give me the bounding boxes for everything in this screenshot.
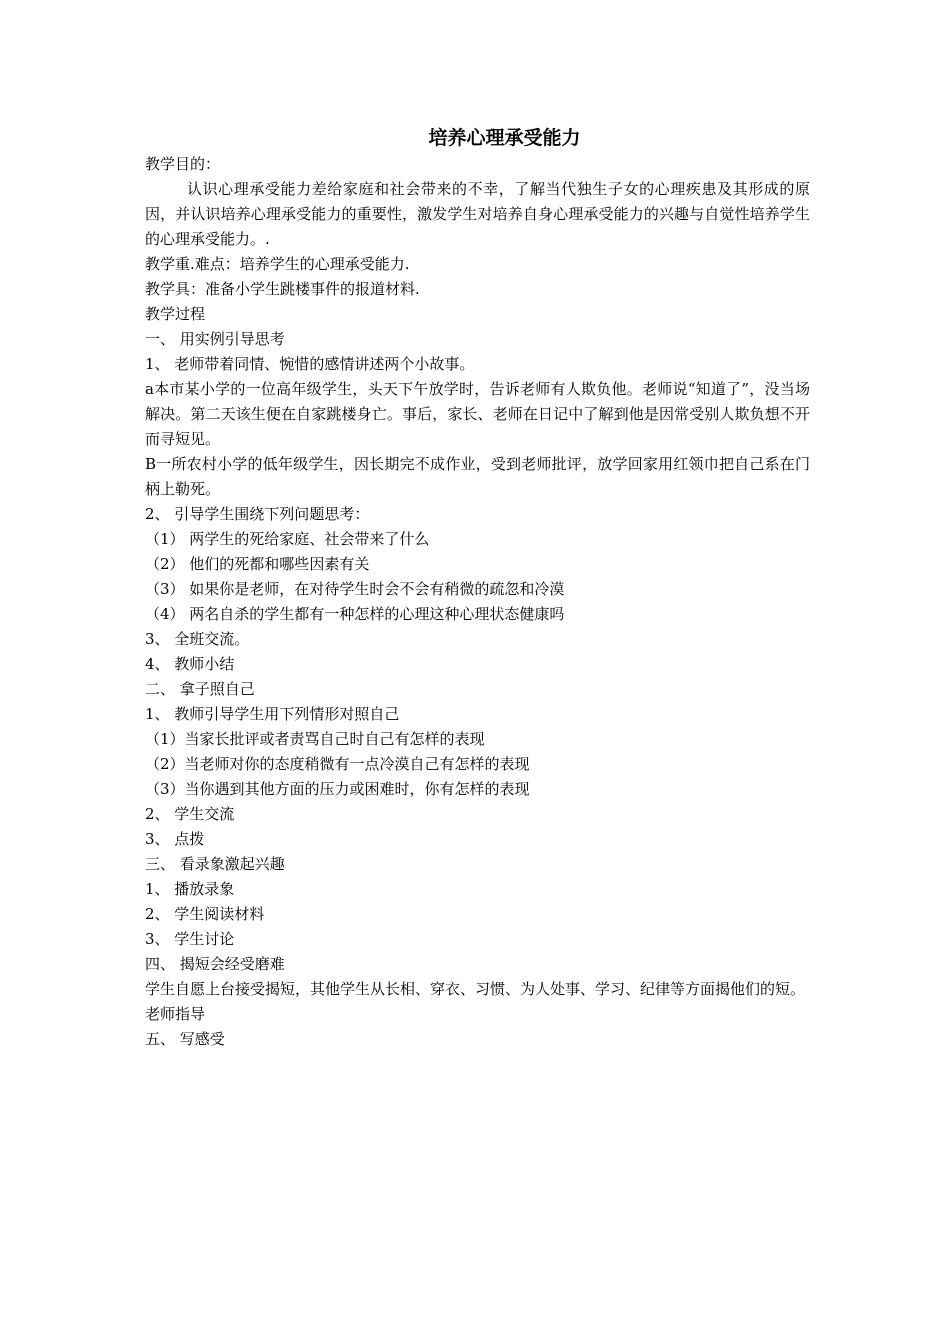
question-item: （2） 他们的死都和哪些因素有关: [145, 555, 370, 573]
list-item: 1、 教师引导学生用下列情形对照自己: [145, 705, 400, 723]
key-points: 教学重.难点：培养学生的心理承受能力.: [145, 255, 410, 273]
list-item: 1、 老师带着同情、惋惜的感情讲述两个小故事。: [145, 355, 475, 373]
question-item: （3） 如果你是老师，在对待学生时会不会有稍微的疏忽和冷漠: [145, 580, 565, 598]
heading-part-1: 一、 用实例引导思考: [145, 330, 285, 348]
heading-part-3: 三、 看录象激起兴趣: [145, 855, 285, 873]
teacher-guidance: 老师指导: [145, 1005, 206, 1023]
heading-part-4: 四、 揭短会经受磨难: [145, 955, 285, 973]
question-item: （3）当你遇到其他方面的压力或困难时，你有怎样的表现: [145, 780, 530, 798]
document-page: [145, 124, 810, 1052]
list-item: 3、 学生讨论: [145, 930, 235, 948]
list-item: 2、 学生交流: [145, 805, 235, 823]
question-item: （1）当家长批评或者责骂自己时自己有怎样的表现: [145, 730, 485, 748]
list-item: 3、 点拨: [145, 830, 205, 848]
story-b-paragraph: B一所农村小学的低年级学生，因长期完不成作业，受到老师批评，放学回家用红领巾把自己系在门柄上勒死。: [145, 455, 810, 498]
heading-part-5: 五、 写感受: [145, 1030, 225, 1048]
teaching-materials: 教学具：准备小学生跳楼事件的报道材料.: [145, 280, 420, 298]
list-item: 3、 全班交流。: [145, 630, 250, 648]
question-item: （4） 两名自杀的学生都有一种怎样的心理这种心理状态健康吗: [145, 605, 565, 623]
objectives-paragraph: 认识心理承受能力差给家庭和社会带来的不幸，了解当代独生子女的心理疾患及其形成的原因，并认识培养心理承受能力的重要性，激发学生对培养自身心理承受能力的兴趣与自觉性培养学生的心理承受能力。.: [145, 180, 810, 248]
story-a-paragraph: a本市某小学的一位高年级学生，头天下午放学时，告诉老师有人欺负他。老师说“知道了”，没当场解决。第二天该生便在自家跳楼身亡。事后，家长、老师在日记中了解到他是因常受别人欺负想不开而寻短见。: [145, 380, 810, 448]
list-item: 2、 学生阅读材料: [145, 905, 265, 923]
list-item: 2、 引导学生围绕下列问题思考：: [145, 505, 370, 523]
list-item: 1、 播放录象: [145, 880, 235, 898]
heading-part-2: 二、 拿子照自己: [145, 680, 255, 698]
question-item: （1） 两学生的死给家庭、社会带来了什么: [145, 530, 430, 548]
activity-paragraph: 学生自愿上台接受揭短，其他学生从长相、穿衣、习惯、为人处事、学习、纪律等方面揭他们的短。: [145, 980, 806, 998]
list-item: 4、 教师小结: [145, 655, 235, 673]
question-item: （2）当老师对你的态度稍微有一点冷漠自己有怎样的表现: [145, 755, 530, 773]
section-label-objectives: 教学目的：: [145, 155, 221, 173]
document-title: 培养心理承受能力: [428, 127, 581, 149]
section-label-process: 教学过程: [145, 305, 206, 323]
